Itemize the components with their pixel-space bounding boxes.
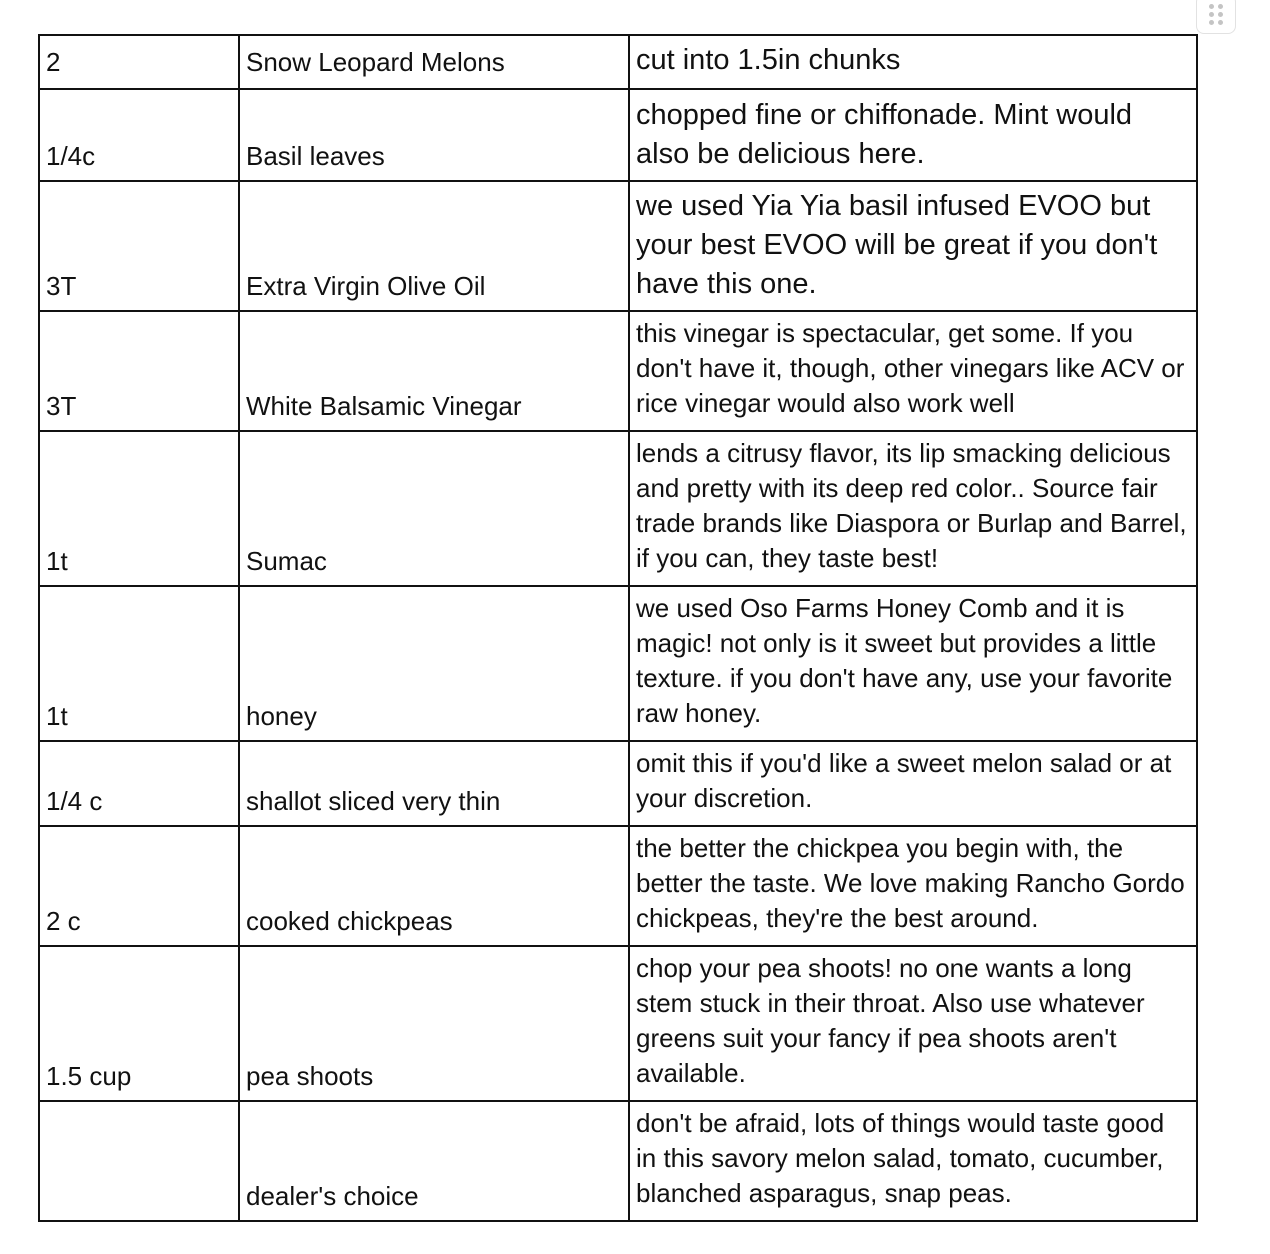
ingredient-cell[interactable]: shallot sliced very thin [239,741,629,826]
quantity-cell[interactable]: 1/4c [39,89,239,181]
quantity-cell[interactable]: 3T [39,311,239,431]
ingredients-table [38,34,1198,1222]
quantity-cell[interactable]: 2 [39,35,239,89]
table-row [39,35,1197,89]
table-row [39,1101,1197,1221]
table-row [39,586,1197,741]
table-drag-handle[interactable] [1196,0,1236,34]
ingredient-cell[interactable]: pea shoots [239,946,629,1101]
ingredient-cell[interactable]: Sumac [239,431,629,586]
quantity-cell[interactable]: 3T [39,181,239,311]
grip-dots-icon [1209,4,1225,26]
quantity-cell[interactable] [39,1101,239,1221]
table-row [39,431,1197,586]
note-cell[interactable]: we used Oso Farms Honey Comb and it is magic! not only is it sweet but provides a little texture. if you don't have any, use your favorite raw honey. [629,586,1197,741]
quantity-cell[interactable]: 1t [39,586,239,741]
table-row [39,741,1197,826]
ingredient-cell[interactable]: cooked chickpeas [239,826,629,946]
table-row [39,946,1197,1101]
quantity-cell[interactable]: 1t [39,431,239,586]
table-row [39,89,1197,181]
table-row [39,181,1197,311]
table-row [39,826,1197,946]
table-row [39,311,1197,431]
note-cell[interactable]: lends a citrusy flavor, its lip smacking delicious and pretty with its deep red color.. Source fair trade brands like Diaspora or Burlap and Barrel, if you can, they taste best! [629,431,1197,586]
quantity-cell[interactable]: 1.5 cup [39,946,239,1101]
note-cell[interactable]: this vinegar is spectacular, get some. If you don't have it, though, other vinegars like ACV or rice vinegar would also work well [629,311,1197,431]
note-cell[interactable]: chopped fine or chiffonade. Mint would also be delicious here. [629,89,1197,181]
quantity-cell[interactable]: 2 c [39,826,239,946]
note-cell[interactable]: omit this if you'd like a sweet melon salad or at your discretion. [629,741,1197,826]
note-cell[interactable]: we used Yia Yia basil infused EVOO but your best EVOO will be great if you don't have this one. [629,181,1197,311]
note-cell[interactable]: chop your pea shoots! no one wants a long stem stuck in their throat. Also use whatever greens suit your fancy if pea shoots aren't available. [629,946,1197,1101]
ingredient-cell[interactable]: Snow Leopard Melons [239,35,629,89]
ingredient-cell[interactable]: dealer's choice [239,1101,629,1221]
ingredient-cell[interactable]: White Balsamic Vinegar [239,311,629,431]
note-cell[interactable]: cut into 1.5in chunks [629,35,1197,89]
ingredient-cell[interactable]: honey [239,586,629,741]
note-cell[interactable]: the better the chickpea you begin with, the better the taste. We love making Rancho Gordo chickpeas, they're the best around. [629,826,1197,946]
note-cell[interactable]: don't be afraid, lots of things would taste good in this savory melon salad, tomato, cucumber, blanched asparagus, snap peas. [629,1101,1197,1221]
quantity-cell[interactable]: 1/4 c [39,741,239,826]
ingredient-cell[interactable]: Extra Virgin Olive Oil [239,181,629,311]
ingredient-cell[interactable]: Basil leaves [239,89,629,181]
